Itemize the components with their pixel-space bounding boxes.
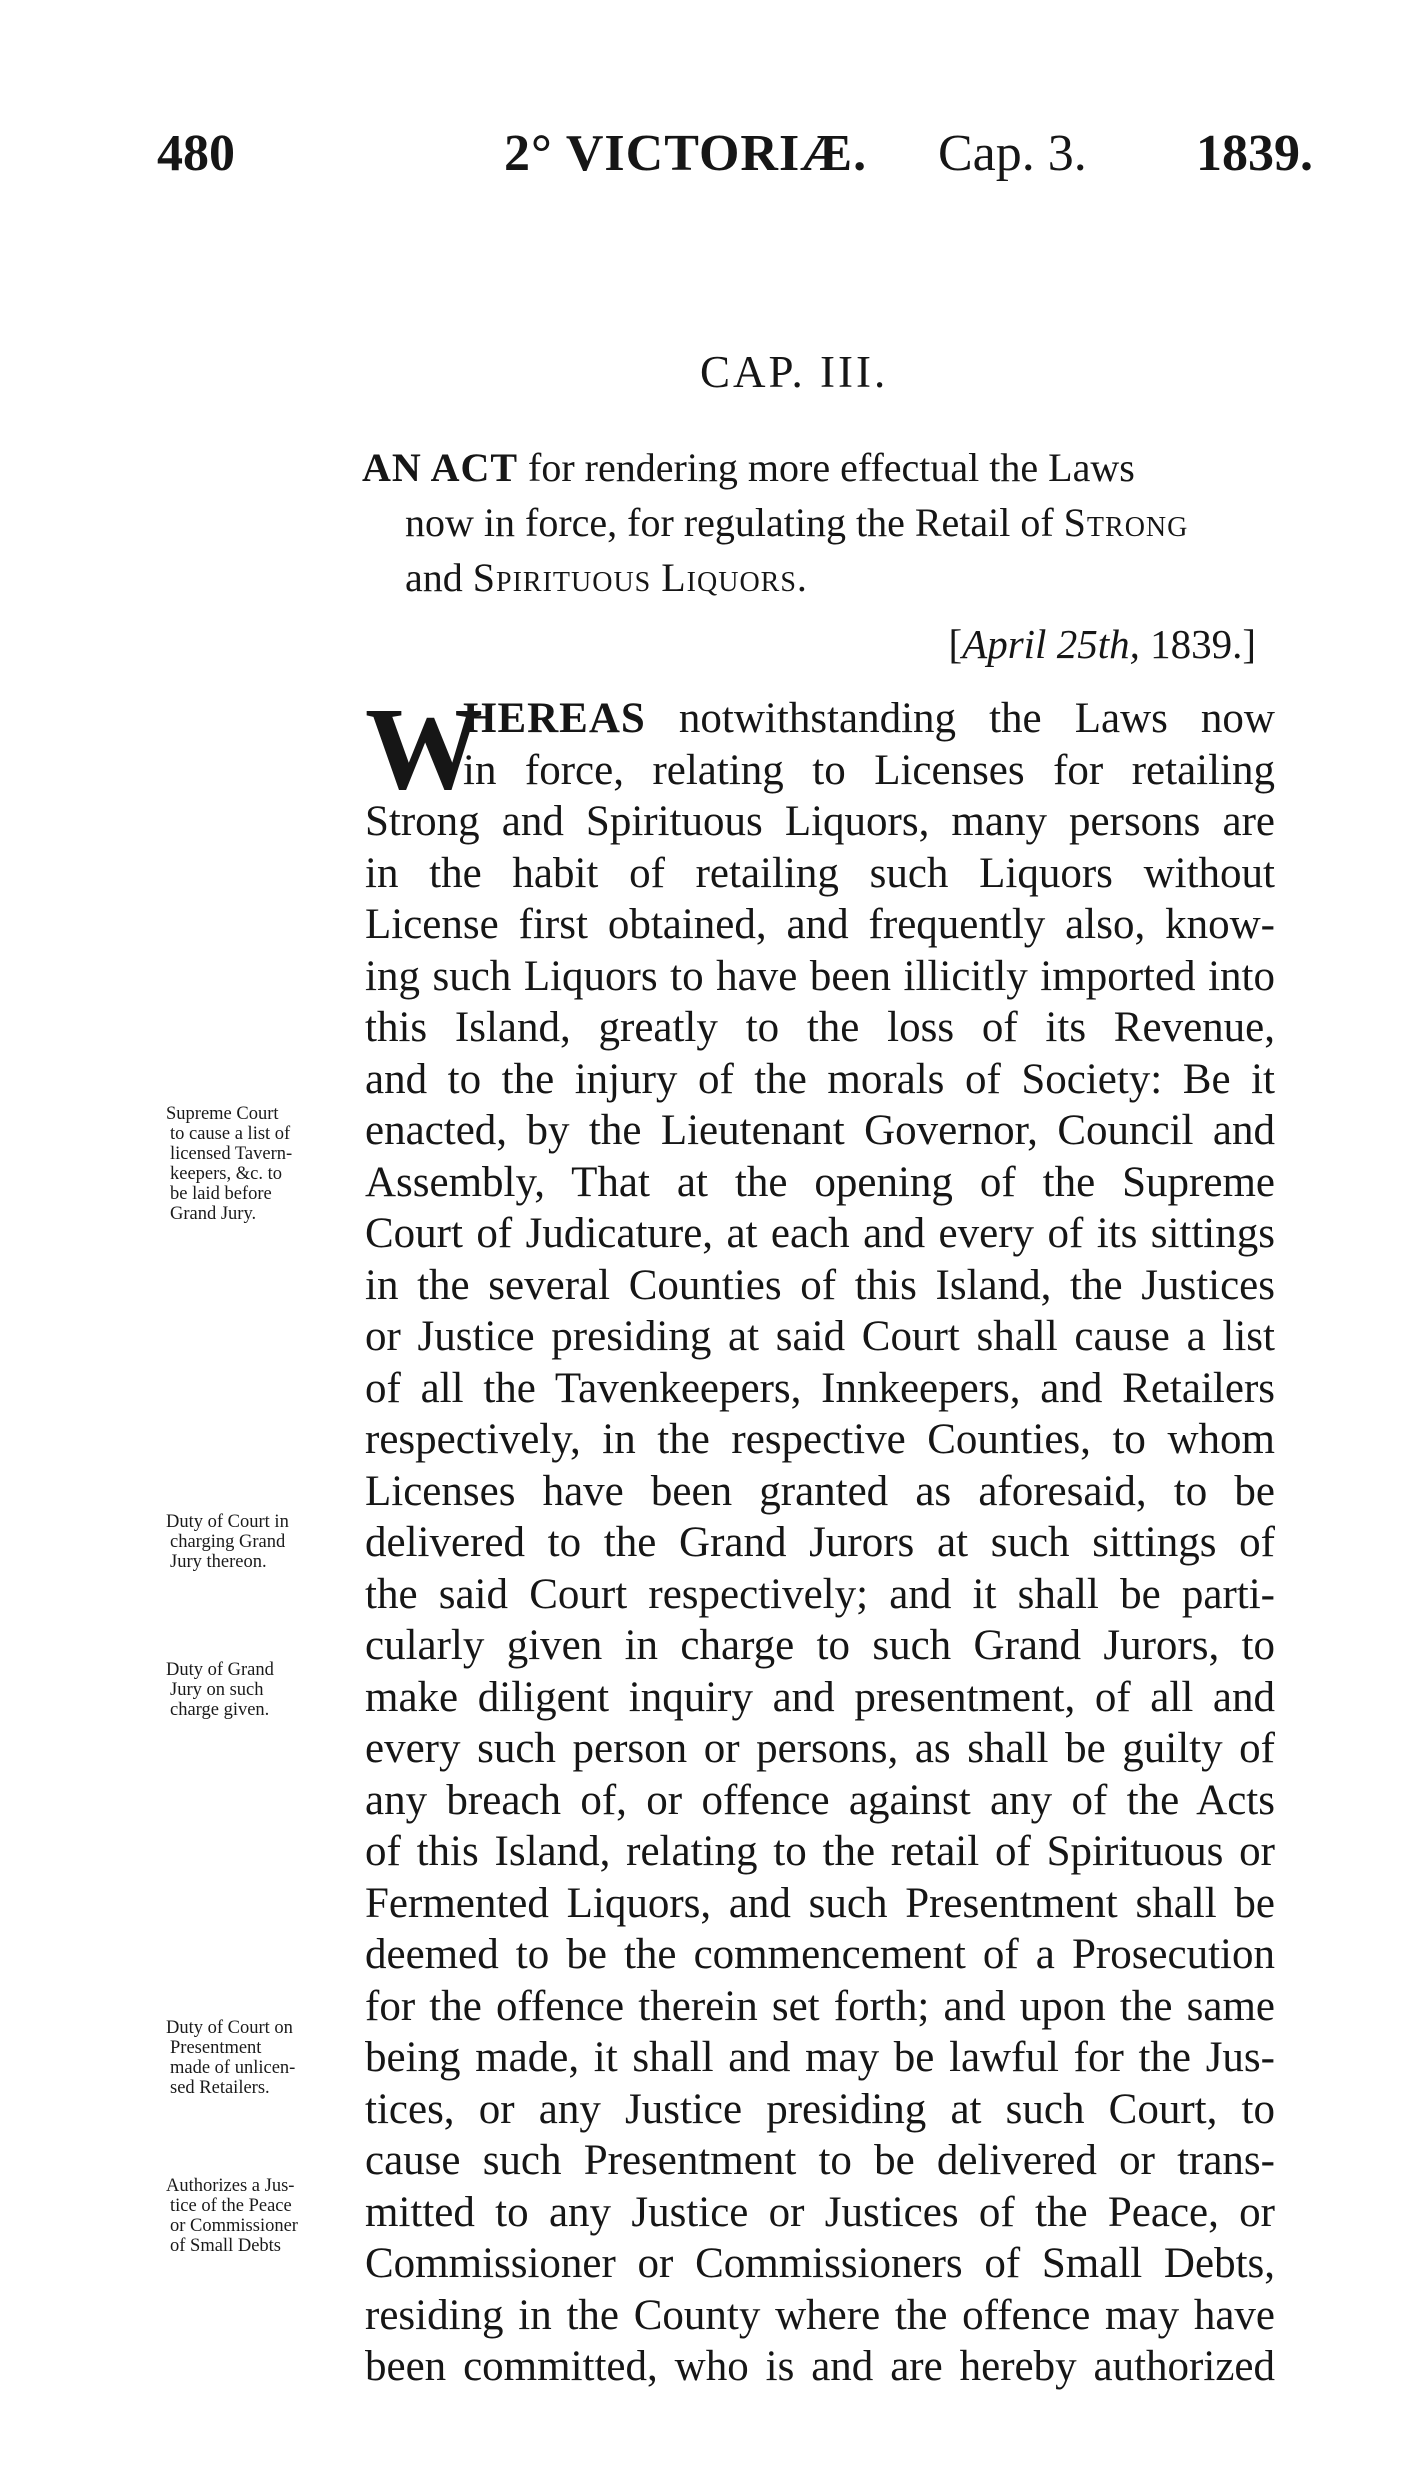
body-line: the said Court respectively; and it shall be parti- — [365, 1570, 1275, 1618]
act-title-smallcaps: Liquors — [661, 555, 797, 600]
body-line: delivered to the Grand Jurors at such sittings of — [365, 1519, 1275, 1566]
act-title-lead: AN ACT — [362, 445, 519, 490]
margin-note-duty-of-court-charging: Duty of Court in charging Grand Jury thereon. — [166, 1512, 289, 1572]
body-line: being made, it shall and may be lawful for the Jus- — [365, 2034, 1275, 2081]
body-text — [365, 693, 1275, 2393]
act-date — [949, 620, 1257, 668]
body-line: of all the Tavenkeepers, Innkeepers, and Retailers — [365, 1364, 1275, 1412]
margin-note-duty-of-court-presentment: Duty of Court on Presentment made of unlicen- sed Retailers. — [166, 2018, 296, 2098]
body-line: for the offence therein set forth; and upon the same — [365, 1982, 1275, 2030]
body-line: been committed, who is and are hereby authorized — [365, 2343, 1275, 2390]
act-title-smallcaps: Spirituous — [472, 555, 652, 600]
body-line: Fermented Liquors, and such Presentment shall be — [365, 1879, 1275, 1927]
body-line: in the habit of retailing such Liquors without — [365, 849, 1275, 897]
body-line: Licenses have been granted as aforesaid, to be — [365, 1467, 1275, 1515]
body-line: cause such Presentment to be delivered or trans- — [365, 2137, 1275, 2184]
body-line: Strong and Spirituous Liquors, many persons are — [365, 798, 1275, 845]
chapter-title: CAP. III. — [700, 347, 889, 397]
body-line: any breach of, or offence against any of the Acts — [365, 1776, 1275, 1824]
margin-note-duty-of-grand-jury: Duty of Grand Jury on such charge given. — [166, 1660, 274, 1720]
body-line: enacted, by the Lieutenant Governor, Council and — [365, 1107, 1275, 1154]
body-line: in force, relating to Licenses for retailing — [463, 746, 1275, 794]
body-line: and to the injury of the morals of Society: Be it — [365, 1055, 1275, 1103]
body-line: of this Island, relating to the retail of Spirituous or — [365, 1828, 1275, 1875]
body-line: Court of Judicature, at each and every of its sittings — [365, 1210, 1275, 1257]
act-title-line-1 — [362, 440, 1262, 495]
act-title-text: . — [796, 555, 807, 600]
body-line: HEREAS notwithstanding the Laws now — [463, 695, 1275, 742]
act-title-line-2 — [362, 495, 1262, 550]
body-line: this Island, greatly to the loss of its Revenue, — [365, 1004, 1275, 1051]
body-line: tices, or any Justice presiding at such Court, to — [365, 2085, 1275, 2133]
body-first-word: HEREAS — [463, 695, 646, 742]
body-line: in the several Counties of this Island, the Justices — [365, 1261, 1275, 1309]
page-number: 480 — [157, 125, 235, 182]
running-header-reign: 2° VICTORIÆ. — [504, 125, 868, 182]
running-header-year: 1839. — [1196, 125, 1313, 182]
margin-note-supreme-court: Supreme Court to cause a list of licensed Tavern- keepers, &c. to be laid before Grand Jury. — [166, 1104, 293, 1224]
body-line: Commissioner or Commissioners of Small Debts, — [365, 2240, 1275, 2287]
body-line: every such person or persons, as shall be guilty of — [365, 1725, 1275, 1772]
act-title-text: and — [405, 555, 473, 600]
drop-cap: W — [365, 683, 481, 814]
body-line: mitted to any Justice or Justices of the Peace, or — [365, 2188, 1275, 2236]
body-line: Assembly, That at the opening of the Supreme — [365, 1158, 1275, 1206]
act-date-bracket: [ — [948, 621, 963, 667]
body-line: ing such Liquors to have been illicitly imported into — [365, 952, 1275, 1000]
act-title-line-3 — [362, 550, 1262, 605]
act-title-text: now in force, for regulating the Retail of — [405, 500, 1064, 545]
body-line: or Justice presiding at said Court shall cause a list — [365, 1313, 1275, 1360]
margin-note-authorizes-justice: Authorizes a Jus- tice of the Peace or Commissioner of Small Debts — [166, 2176, 298, 2256]
body-line: License first obtained, and frequently also, know- — [365, 901, 1275, 948]
body-line: deemed to be the commencement of a Prosecution — [365, 1931, 1275, 1978]
act-title-text: for rendering more effectual the Laws — [518, 445, 1135, 490]
act-title — [362, 440, 1262, 605]
body-line: respectively, in the respective Counties, to whom — [365, 1416, 1275, 1463]
act-date-day: April 25th, — [962, 621, 1140, 667]
act-title-smallcaps: Strong — [1063, 500, 1189, 545]
body-line: make diligent inquiry and presentment, of all and — [365, 1673, 1275, 1721]
running-header-chapter: Cap. 3. — [938, 125, 1087, 182]
act-date-year: 1839.] — [1139, 621, 1256, 667]
body-line: residing in the County where the offence may have — [365, 2291, 1275, 2339]
body-line: cularly given in charge to such Grand Jurors, to — [365, 1622, 1275, 1669]
